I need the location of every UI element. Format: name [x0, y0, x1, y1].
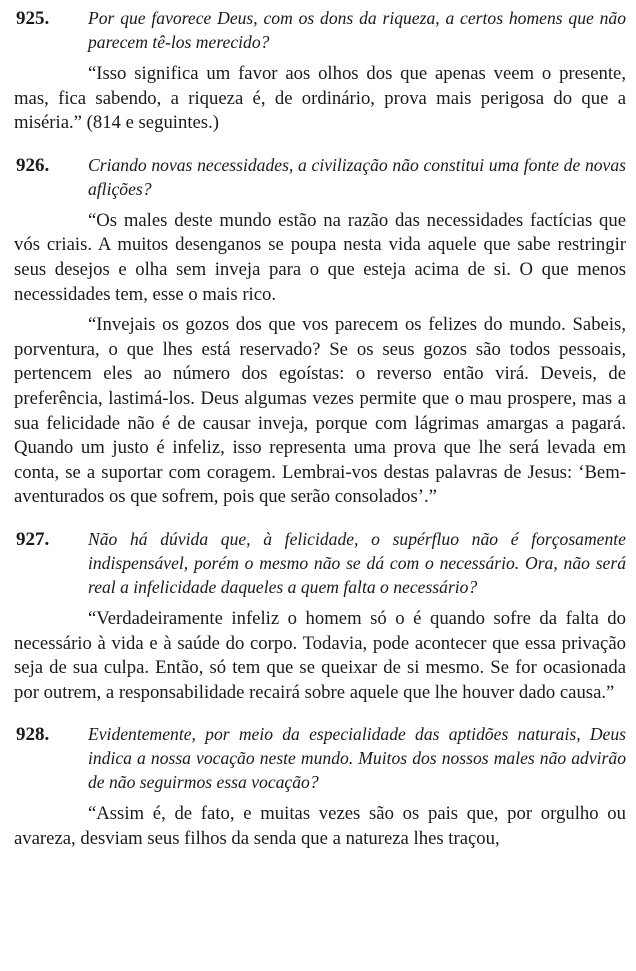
question-entry-925	[14, 6, 626, 136]
answer-block	[14, 802, 626, 851]
question-entry-928	[14, 722, 626, 851]
question-text: Não há dúvida que, à felicidade, o supérfluo não é forçosamente indispensável, porém o mesmo não se dá com o necessário. Ora, não será real a infelicidade daqueles a quem falta o necessário?	[88, 528, 626, 597]
question-entry-927	[14, 527, 626, 705]
answer-paragraph: “Os males deste mundo estão na razão das necessidades factícias que vós criais. A muitos desenganos se poupa nesta vida aquele que sabe restringir seus desejos e olha sem inveja para o que esteja acima de si. O que menos necessidades tem, esse o mais rico.	[14, 209, 626, 305]
question-text: Criando novas necessidades, a civilização não constitui uma fonte de novas aflições?	[88, 154, 626, 199]
answer-paragraph: “Assim é, de fato, e muitas vezes são os pais que, por orgulho ou avareza, desviam seus filhos da senda que a natureza lhes traçou,	[14, 803, 626, 849]
answer-paragraph: “Verdadeiramente infeliz o homem só o é quando sofre da falta do necessário à vida e à saúde do corpo. Todavia, pode acontecer que essa privação seja de sua culpa. Então, só tem que se queixar de si mesmo. Se for ocasionada por outrem, a responsabilidade recairá sobre aquele que lhe houver dado causa.”	[14, 607, 626, 703]
answer-block	[14, 62, 626, 136]
answer-block	[14, 607, 626, 705]
question-number: 925.	[16, 8, 50, 29]
question-entry-926	[14, 153, 626, 510]
answer-block	[14, 209, 626, 510]
book-page	[14, 6, 626, 851]
question-number: 928.	[16, 724, 50, 746]
question-text: Evidentemente, por meio da especialidade das aptidões naturais, Deus indica a nossa vocação neste mundo. Muitos dos nossos males não advirão de não seguirmos essa vocação?	[88, 724, 626, 793]
question-number: 926.	[16, 154, 50, 176]
answer-paragraph: “Invejais os gozos dos que vos parecem os felizes do mundo. Sabeis, porventura, o que lhes está reservado? Se os seus gozos são todos pessoais, pertencem eles ao número dos egoístas: o reverso então virá. Deveis, de preferência, lastimá-los. Deus algumas vezes permite que o mau prospere, mas a sua felicidade não é de causar inveja, porque com lágrimas amargas a pagará. Quando um justo é infeliz, isso representa uma prova que lhe será levada em conta, se a suportar com coragem. Lembrai-vos destas palavras de Jesus: ‘Bem-aventurados os que sofrem, pois que serão consolados’.”	[14, 314, 626, 508]
answer-paragraph: “Isso significa um favor aos olhos dos que apenas veem o presente, mas, fica sabendo, a riqueza é, de ordinário, prova mais perigosa do que a miséria.” (814 e seguintes.)	[14, 63, 626, 134]
question-text: Por que favorece Deus, com os dons da riqueza, a certos homens que não parecem tê-los merecido?	[88, 8, 626, 52]
question-number: 927.	[16, 528, 50, 550]
